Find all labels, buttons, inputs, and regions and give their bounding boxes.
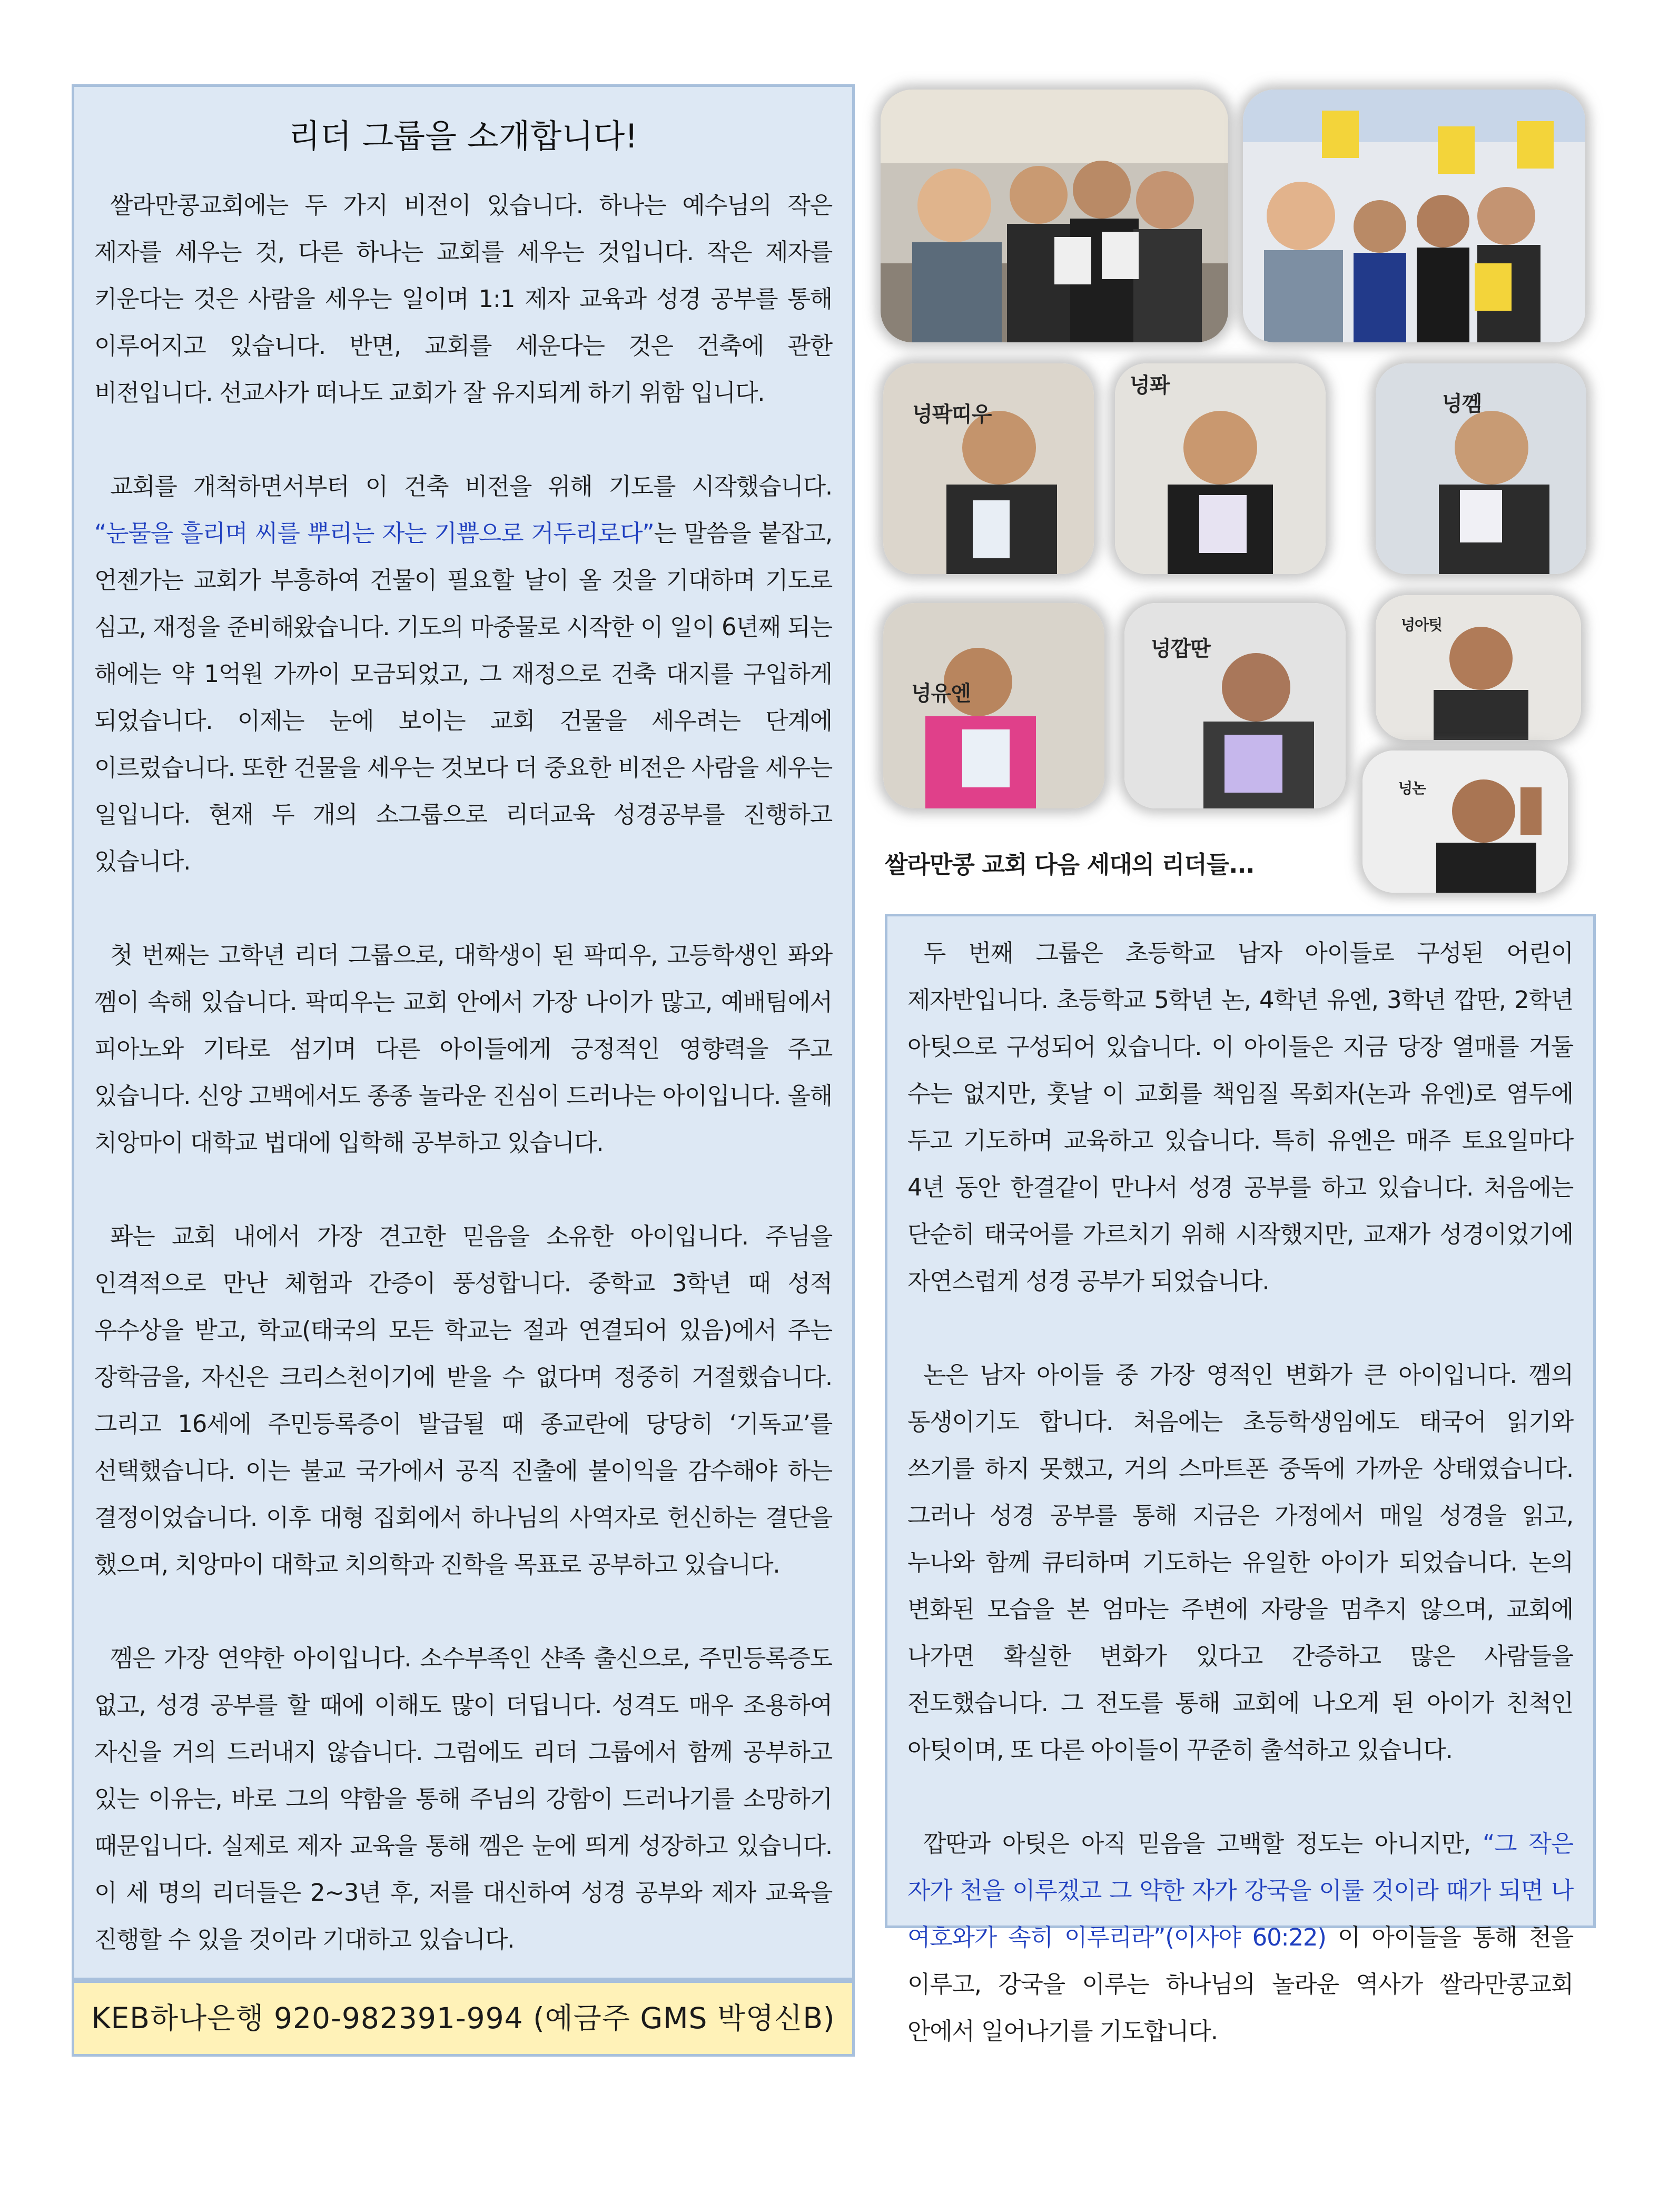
label-atit: 넝아팃: [1401, 616, 1443, 634]
paragraph-building-intro: 교회를 개척하면서부터 이 건축 비전을 위해 기도를 시작했습니다.: [110, 472, 832, 501]
paragraph-vision: 쌀라만콩교회에는 두 가지 비전이 있습니다. 하나는 예수님의 작은 제자를 세우는 것, 다른 하나는 교회를 세우는 것입니다. 작은 제자를 키운다는 것은 사람을 세우는 일이며 1:1 제자 교육과 성경 공부를 통해 이루어지고 있습니다. 반면, 교회를 세운다는 것은 건축에 관한 비전입니다. 선교사가 떠나도 교회가 잘 유지되게 하기 위함 입니다.: [94, 191, 832, 407]
paragraph-second-group: 두 번째 그룹은 초등학교 남자 아이들로 구성된 어린이 제자반입니다. 초등학교 5학년 논, 4학년 유엔, 3학년 깝딴, 2학년 아팃으로 구성되어 있습니다. 이 아이들은 지금 당장 열매를 거둘 수는 없지만, 훗날 이 교회를 책임질 목회자(논과 유엔)로 염두에 두고 기도하며 교육하고 있습니다. 특히 유엔은 매주 토요일마다 4년 동안 한결같이 만나서 성경 공부를 하고 있습니다. 처음에는 단순히 태국어를 가르치기 위해 시작했지만, 교재가 성경이었기에 자연스럽게 성경 공부가 되었습니다.: [907, 939, 1573, 1295]
portrait-paktiu: [883, 363, 1094, 574]
left-article-box: [72, 84, 855, 1980]
paragraph-building: [94, 463, 832, 885]
group-photo-1: [881, 90, 1228, 342]
label-yuen: 넝유엔: [911, 682, 971, 706]
photo-caption: 쌀라만콩 교회 다음 세대의 리더들...: [885, 851, 1255, 878]
bank-account-box: KEB하나은행 920-982391-994 (예금주 GMS 박영신B): [72, 1980, 855, 2057]
label-kem: 넝껨: [1442, 392, 1482, 416]
right-article-box: [885, 914, 1596, 2045]
scripture-quote-isaiah: “그 작은 자가 천을 이루겠고 그 약한 자가 강국을 이룰 것이라 때가 되면 나 여호와가 속히 이루리라”: [907, 1830, 1573, 1951]
label-non: 넝논: [1398, 779, 1426, 797]
paragraph-first-group: 첫 번째는 고학년 리더 그룹으로, 대학생이 된 팍띠우, 고등학생인 퐈와 껨이 속해 있습니다. 팍띠우는 교회 안에서 가장 나이가 많고, 예배팀에서 피아노와 기타로 섬기며 다른 아이들에게 긍정적인 영향력을 주고 있습니다. 신앙 고백에서도 종종 놀라운 진심이 드러나는 아이입니다. 올해 치앙마이 대학교 법대에 입학해 공부하고 있습니다.: [94, 941, 832, 1157]
label-kapdan: 넝깝딴: [1151, 637, 1210, 661]
paragraph-prayer-body: 이 아이들을 통해 천을 이루고, 강국을 이루는 하나님의 놀라운 역사가 쌀라만콩교회 안에서 일어나기를 기도합니다.: [907, 1923, 1573, 2045]
article-title: 리더 그룹을 소개합니다!: [288, 117, 638, 155]
paragraph-kem: 껨은 가장 연약한 아이입니다. 소수부족인 샨족 출신으로, 주민등록증도 없고, 성경 공부를 할 때에 이해도 많이 더딥니다. 성격도 매우 조용하여 자신을 거의 드러내지 않습니다. 그럼에도 리더 그룹에서 함께 공부하고 있는 이유는, 바로 그의 약함을 통해 주님의 강함이 드러나기를 소망하기 때문입니다. 실제로 제자 교육을 통해 껨은 눈에 띄게 성장하고 있습니다. 이 세 명의 리더들은 2~3년 후, 저를 대신하여 성경 공부와 제자 교육을 진행할 수 있을 것이라 기대하고 있습니다.: [94, 1644, 832, 1954]
scripture-reference: (이사야 60:22): [1165, 1923, 1326, 1951]
label-pwa: 넝퐈: [1130, 373, 1170, 398]
portrait-non: [1362, 750, 1568, 893]
paragraph-prayer: [907, 1820, 1573, 2055]
group-photo-2: [1243, 90, 1585, 342]
paragraph-prayer-intro: 깝딴과 아팃은 아직 믿음을 고백할 정도는 아니지만,: [923, 1830, 1483, 1858]
paragraph-non: 논은 남자 아이들 중 가장 영적인 변화가 큰 아이입니다. 껨의 동생이기도 합니다. 처음에는 초등학생임에도 태국어 읽기와 쓰기를 하지 못했고, 거의 스마트폰 중독에 가까운 상태였습니다. 그러나 성경 공부를 통해 지금은 가정에서 매일 성경을 읽고, 누나와 함께 큐티하며 기도하는 유일한 아이가 되었습니다. 논의 변화된 모습을 본 엄마는 주변에 자랑을 멈추지 않으며, 교회에 나가면 확실한 변화가 있다고 간증하고 많은 사람들을 전도했습니다. 그 전도를 통해 교회에 나오게 된 아이가 친척인 아팃이며, 또 다른 아이들이 꾸준히 출석하고 있습니다.: [907, 1361, 1573, 1764]
paragraph-building-body: 는 말씀을 붙잡고, 언젠가는 교회가 부흥하여 건물이 필요할 날이 올 것을 기대하며 기도로 심고, 재정을 준비해왔습니다. 기도의 마중물로 시작한 이 일이 6년째 되는 해에는 약 1억원 가까이 모금되었고, 그 재정으로 건축 대지를 구입하게 되었습니다. 이제는 눈에 보이는 교회 건물을 세우려는 단계에 이르렀습니다. 또한 건물을 세우는 것보다 더 중요한 비전은 사람을 세우는 일입니다. 현재 두 개의 소그룹으로 리더교육 성경공부를 진행하고 있습니다.: [94, 519, 832, 876]
scripture-quote-tears: “눈물을 흘리며 씨를 뿌리는 자는 기쁨으로 거두리로다”: [94, 519, 654, 548]
paragraph-pwa: 퐈는 교회 내에서 가장 견고한 믿음을 소유한 아이입니다. 주님을 인격적으로 만난 체험과 간증이 풍성합니다. 중학교 3학년 때 성적 우수상을 받고, 학교(태국의 모든 학교는 절과 연결되어 있음)에서 주는 장학금을, 자신은 크리스천이기에 받을 수 없다며 정중히 거절했습니다. 그리고 16세에 주민등록증이 발급될 때 종교란에 당당히 ‘기독교’를 선택했습니다. 이는 불교 국가에서 공직 진출에 불이익을 감수해야 하는 결정이었습니다. 이후 대형 집회에서 하나님의 사역자로 헌신하는 결단을 했으며, 치앙마이 대학교 치의학과 진학을 목표로 공부하고 있습니다.: [94, 1222, 832, 1579]
label-paktiu: 넝팍띠우: [912, 402, 992, 427]
